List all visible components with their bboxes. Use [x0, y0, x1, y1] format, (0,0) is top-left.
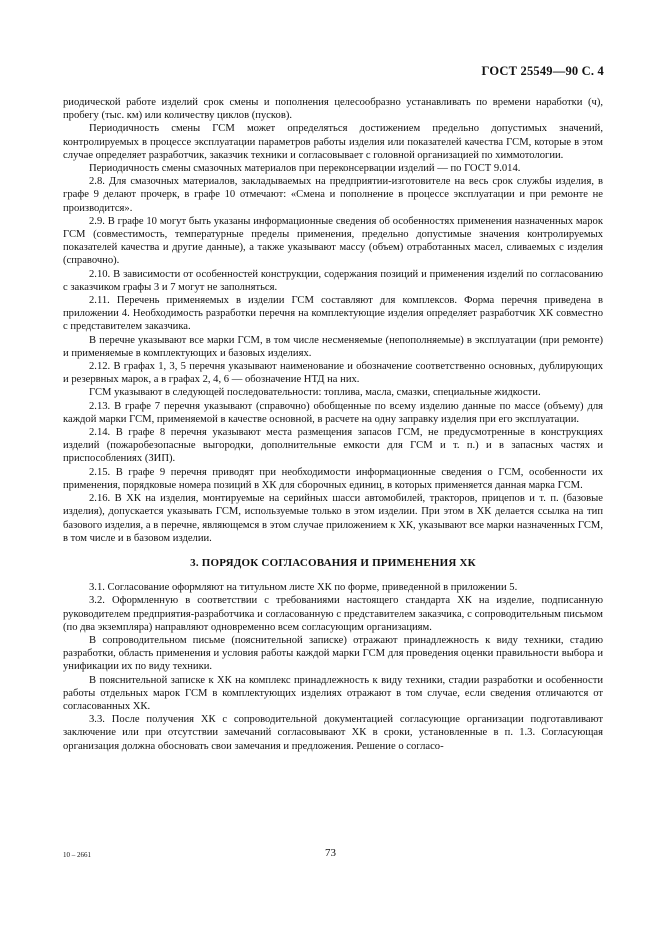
paragraph: ГСМ указывают в следующей последовательности: топлива, масла, смазки, специальные жидкости. — [89, 387, 541, 399]
paragraph: В пояснительной записке к ХК на комплекс принадлежность к виду техники, стадии разработки и особенности работы отдельных марок ГСМ в комплектующих изделиях отражают в том случае, если сведения отличаются от согласованных ХК. — [63, 674, 603, 712]
document-header: ГОСТ 25549—90 С. 4 — [481, 64, 604, 78]
paragraph: 2.8. Для смазочных материалов, закладываемых на предприятии-изготовителе на весь срок службы изделия, в графе 9 делают прочерк, в графе 10 отмечают: «Смена и пополнение в процессе эксплуатации и при ремонте не производится». — [63, 176, 603, 214]
paragraph: 2.16. В ХК на изделия, монтируемые на серийных шасси автомобилей, тракторов, прицепов и т. п. (базовые изделия), допускается указывать ГСМ, используемые только в этом изделии. При этом в ХК делается ссылка на тип базового изделия, а в перечне, являющемся в этом случае приложением к ХК, указывают все марки назначенных ГСМ, в том числе и в базовом изделии. — [63, 493, 603, 544]
paragraph: 3.1. Согласование оформляют на титульном листе ХК по форме, приведенной в приложении 5. — [89, 582, 518, 594]
paragraph: Периодичность смены смазочных материалов при переконсервации изделий — по ГОСТ 9.014. — [89, 163, 521, 175]
paragraph: 3.3. После получения ХК с сопроводительной документацией согласующие организации подготавливают заключение или при отсутствии замечаний согласовывают ХК в сроки, установленные в п. 1.3. Согласующая организация должна обосновать свои замечания и предложения. Решение о согласо- — [63, 714, 603, 752]
paragraph: 2.11. Перечень применяемых в изделии ГСМ составляют для комплексов. Форма перечня приведена в приложении 4. Необходимость разработки перечня на комплектующие изделия определяет разработчик ХК совместно с представителем заказчика. — [63, 295, 603, 333]
document-body — [63, 96, 603, 753]
section-3-text — [63, 581, 603, 753]
paragraph: 2.9. В графе 10 могут быть указаны информационные сведения об особенностях применения назначенных марок ГСМ (совместимость, температурные пределы применения, предельно допустимые значения контролируемых показателей качества и другие данные), а также указывают массу (объем) отработанных масел, сливаемых с изделия (справочно). — [63, 215, 603, 267]
print-code: 10 – 2661 — [63, 851, 91, 859]
paragraph: В перечне указывают все марки ГСМ, в том числе несменяемые (непополняемые) в эксплуатации (при ремонте) и применяемые в комплектующих и базовых изделиях. — [63, 334, 603, 359]
paragraph: 2.12. В графах 1, 3, 5 перечня указывают наименование и обозначение соответственно основных, дублирующих и резервных марок, а в графах 2, 4, 6 — обозначение НТД на них. — [63, 361, 603, 386]
paragraph: риодической работе изделий срок смены и пополнения целесообразно устанавливать по времени наработки (ч), пробегу (тыс. км) или количеству циклов (пусков). — [63, 97, 603, 122]
paragraph: 2.10. В зависимости от особенностей конструкции, содержания позиций и применения изделий по согласованию с заказчиком графы 3 и 7 могут не заполняться. — [63, 268, 603, 293]
page-number: 73 — [325, 847, 336, 859]
paragraph: 2.13. В графе 7 перечня указывают (справочно) обобщенные по всему изделию данные по массе (объему) для каждой марки ГСМ, применяемой в качестве основной, в расчете на одну заправку изделия при его эксплуатации. — [63, 400, 603, 425]
paragraph: 2.14. В графе 8 перечня указывают места размещения запасов ГСМ, не предусмотренные в конструкциях изделий (пожаробезопасные выгородки, дополнительные емкости для ГСМ и т. п.) и в запасных частях и приспособлениях (ЗИП). — [63, 427, 603, 465]
section-2-text — [63, 96, 603, 545]
section-title: 3. ПОРЯДОК СОГЛАСОВАНИЯ И ПРИМЕНЕНИЯ ХК — [190, 556, 476, 569]
paragraph: В сопроводительном письме (пояснительной записке) отражают принадлежность к виду техники, стадию разработки, область применения и условия работы каждой марки ГСМ для проведения оценки правильности выбора и унификации их по виду техники. — [63, 634, 603, 673]
paragraph: Периодичность смены ГСМ может определяться достижением предельно допустимых значений, контролируемых в процессе эксплуатации параметров работы изделия или показателей качества ГСМ, которые в этом случае определяет разработчик, заказчик техники и согласовывает с головной организацией по химмотологии. — [63, 123, 603, 161]
paragraph: 2.15. В графе 9 перечня приводят при необходимости информационные сведения о ГСМ, особенности их применения, порядковые номера позиций в ХК для сборочных единиц, в которых применяется данная марка ГСМ. — [63, 466, 603, 491]
paragraph: 3.2. Оформленную в соответствии с требованиями настоящего стандарта ХК на изделие, подписанную руководителем предприятия-разработчика и согласованную с представителем заказчика, с сопроводительным письмом (по два экземпляра) направляют одновременно всем согласующим организациям. — [63, 595, 603, 633]
